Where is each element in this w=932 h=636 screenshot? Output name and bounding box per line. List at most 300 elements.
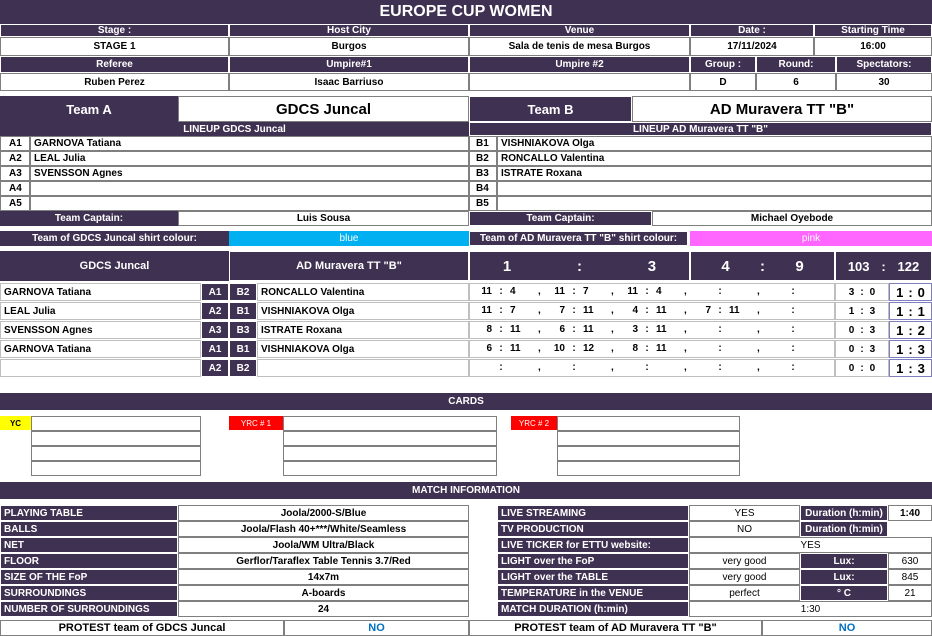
set-score-sep: : — [645, 324, 649, 335]
set-comma: , — [684, 343, 687, 354]
points-total — [835, 251, 932, 281]
match-info-value: 24 — [178, 601, 469, 617]
set-score — [543, 286, 605, 300]
match-info-value: A-boards — [178, 585, 469, 601]
card-entry-box[interactable] — [31, 431, 201, 446]
yrc1-label: YRC # 1 — [229, 416, 283, 430]
set-score-b: 11 — [510, 343, 521, 354]
result-sep: : — [908, 284, 913, 300]
set-score-b — [729, 324, 751, 338]
match-info-value: NO — [689, 521, 800, 537]
match-games — [835, 321, 889, 339]
lineup-a-code: A4 — [0, 181, 30, 196]
score-header-team-b: AD Muravera TT "B" — [229, 251, 469, 281]
set-score-sep: : — [499, 343, 503, 354]
set-comma: , — [538, 305, 541, 316]
set-score — [762, 286, 824, 300]
stage-value: STAGE 1 — [0, 37, 229, 56]
match-games-b: 3 — [869, 343, 876, 355]
set-score-sep: : — [572, 286, 576, 297]
match-info-value: Joola/Flash 40+***/White/Seamless — [178, 521, 469, 537]
games-sep: : — [860, 324, 864, 336]
set-score-sep: : — [791, 305, 795, 316]
match-result-a: 1 — [896, 303, 904, 319]
match-result-a: 1 — [896, 322, 904, 338]
card-entry-box[interactable] — [31, 416, 201, 431]
start-time-value: 16:00 — [814, 37, 932, 56]
result-sep: : — [908, 303, 913, 319]
set-comma: , — [611, 362, 614, 373]
match-code-b: B1 — [229, 340, 257, 358]
captain-a-label: Team Captain: — [0, 211, 178, 226]
set-score-b: 4 — [510, 286, 516, 297]
set-score — [689, 343, 751, 357]
set-comma: , — [611, 343, 614, 354]
umpire2-label: Umpire #2 — [469, 56, 690, 73]
set-score-b — [729, 286, 751, 300]
set-score-b — [802, 343, 824, 357]
match-info-value: Gerflor/Taraflex Table Tennis 3.7/Red — [178, 553, 469, 569]
points-sep: : — [881, 258, 886, 274]
set-score-a: 11 — [481, 286, 492, 297]
result-sep: : — [908, 322, 913, 338]
shirt-a-colour: blue — [229, 231, 469, 246]
set-score — [689, 324, 751, 338]
match-code-a: A1 — [201, 283, 229, 301]
lineup-b-player: RONCALLO Valentina — [497, 151, 932, 166]
result-sep: : — [908, 341, 913, 357]
set-score-a: 6 — [486, 343, 492, 354]
match-games-b: 3 — [869, 305, 876, 317]
match-player-a: LEAL Julia — [0, 302, 201, 320]
set-score-sep: : — [645, 305, 649, 316]
set-score-a: 3 — [632, 324, 638, 335]
venue-label: Venue — [469, 24, 690, 37]
set-score-a — [616, 362, 638, 376]
protest-a-label: PROTEST team of GDCS Juncal — [0, 620, 284, 636]
card-entry-box[interactable] — [283, 461, 497, 476]
set-score-sep: : — [645, 362, 649, 373]
games-sep: : — [860, 362, 864, 374]
match-info-label: SIZE OF THE FoP — [0, 569, 178, 585]
match-games-a: 3 — [848, 286, 855, 298]
set-score — [470, 343, 532, 357]
match-games-b: 0 — [869, 362, 876, 374]
set-score-sep: : — [718, 343, 722, 354]
set-score — [689, 305, 751, 319]
match-games-b: 0 — [869, 286, 876, 298]
card-entry-box[interactable] — [557, 446, 740, 461]
umpire2-value — [469, 73, 690, 91]
match-info-value: YES — [689, 537, 932, 553]
set-scores-row — [469, 283, 835, 301]
set-score-a: 6 — [559, 324, 565, 335]
card-entry-box[interactable] — [557, 431, 740, 446]
set-scores-row — [469, 340, 835, 358]
card-entry-box[interactable] — [557, 416, 740, 431]
match-info-extra-value: 845 — [888, 569, 932, 585]
match-info-value: Joola/WM Ultra/Black — [178, 537, 469, 553]
match-result-a: 1 — [896, 360, 904, 376]
set-score-b: 7 — [583, 286, 589, 297]
set-score-sep: : — [718, 305, 722, 316]
match-result — [889, 321, 932, 339]
match-player-b: VISHNIAKOVA Olga — [257, 340, 469, 358]
set-comma: , — [684, 305, 687, 316]
match-info-label: LIVE STREAMING — [497, 505, 689, 521]
set-score-b — [583, 362, 605, 376]
lineup-b-code: B1 — [469, 136, 497, 151]
match-info-label: NET — [0, 537, 178, 553]
match-info-label: PLAYING TABLE — [0, 505, 178, 521]
set-comma: , — [757, 324, 760, 335]
shirt-a-label: Team of GDCS Juncal shirt colour: — [0, 231, 229, 246]
match-info-label: SURROUNDINGS — [0, 585, 178, 601]
set-score — [689, 286, 751, 300]
match-result-b: 2 — [917, 322, 925, 338]
games-total-a: 4 — [721, 257, 730, 275]
set-score-b — [510, 362, 532, 376]
match-info-label: TV PRODUCTION — [497, 521, 689, 537]
set-score — [470, 324, 532, 338]
match-result-b: 3 — [917, 341, 925, 357]
set-comma: , — [538, 362, 541, 373]
yc-label: YC — [0, 416, 31, 430]
card-entry-box[interactable] — [283, 446, 497, 461]
lineup-b-player — [497, 181, 932, 196]
lineup-b-player — [497, 196, 932, 211]
set-scores-row — [469, 302, 835, 320]
match-info-label: NUMBER OF SURROUNDINGS — [0, 601, 178, 617]
match-code-b: B2 — [229, 359, 257, 377]
team-a-name: GDCS Juncal — [178, 96, 469, 122]
set-score-sep: : — [572, 305, 576, 316]
set-score-a: 8 — [632, 343, 638, 354]
lineup-b-code: B3 — [469, 166, 497, 181]
set-score-b — [802, 324, 824, 338]
set-score-sep: : — [791, 343, 795, 354]
lineup-a-player — [30, 181, 469, 196]
referee-value: Ruben Perez — [0, 73, 229, 91]
match-result-b: 3 — [917, 360, 925, 376]
match-info-value: YES — [689, 505, 800, 521]
set-score-a: 11 — [554, 286, 565, 297]
card-entry-box[interactable] — [31, 461, 201, 476]
page-title: EUROPE CUP WOMEN — [0, 0, 932, 24]
lineup-a-title: LINEUP GDCS Juncal — [0, 122, 469, 136]
captain-b-value: Michael Oyebode — [652, 211, 932, 226]
set-comma: , — [611, 324, 614, 335]
match-code-a: A3 — [201, 321, 229, 339]
set-score-sep: : — [499, 362, 503, 373]
match-info-label: MATCH DURATION (h:min) — [497, 601, 689, 617]
match-info-value: very good — [689, 569, 800, 585]
match-result — [889, 283, 932, 301]
set-score-b — [656, 362, 678, 376]
points-total-b: 122 — [897, 258, 920, 274]
lineup-b-title: LINEUP AD Muravera TT "B" — [469, 122, 932, 136]
match-result-b: 1 — [917, 303, 925, 319]
match-player-a: GARNOVA Tatiana — [0, 340, 201, 358]
set-comma: , — [684, 362, 687, 373]
set-score-a — [543, 362, 565, 376]
match-info-extra-label: Lux: — [800, 569, 888, 585]
match-player-b: RONCALLO Valentina — [257, 283, 469, 301]
set-score-sep: : — [645, 286, 649, 297]
round-value: 6 — [756, 73, 836, 91]
set-score — [762, 324, 824, 338]
set-score-sep: : — [499, 286, 503, 297]
match-info-value: 14x7m — [178, 569, 469, 585]
umpire1-value: Isaac Barriuso — [229, 73, 469, 91]
match-result-b: 0 — [917, 284, 925, 300]
set-score-sep: : — [791, 286, 795, 297]
captain-b-label: Team Captain: — [469, 211, 652, 226]
match-player-b: ISTRATE Roxana — [257, 321, 469, 339]
card-entry-box[interactable] — [557, 461, 740, 476]
games-total-b: 9 — [795, 257, 804, 275]
match-info-value: perfect — [689, 585, 800, 601]
lineup-a-player: LEAL Julia — [30, 151, 469, 166]
set-score-a: 7 — [705, 305, 711, 316]
set-score-a: 7 — [559, 305, 565, 316]
set-score-b: 11 — [656, 343, 667, 354]
lineup-a-code: A2 — [0, 151, 30, 166]
set-score-a: 8 — [486, 324, 492, 335]
set-score-sep: : — [572, 343, 576, 354]
set-score-a — [762, 362, 784, 376]
match-info-value: Joola/2000-S/Blue — [178, 505, 469, 521]
set-score — [543, 324, 605, 338]
set-score — [543, 305, 605, 319]
set-score-b — [729, 343, 751, 357]
venue-value: Sala de tenis de mesa Burgos — [469, 37, 690, 56]
match-player-b — [257, 359, 469, 377]
matches-sep: : — [576, 257, 582, 275]
lineup-b-code: B5 — [469, 196, 497, 211]
match-info-extra-value: 1:40 — [888, 505, 932, 521]
match-result-a: 1 — [896, 341, 904, 357]
set-score-b — [802, 286, 824, 300]
lineup-b-code: B4 — [469, 181, 497, 196]
match-player-a: GARNOVA Tatiana — [0, 283, 201, 301]
points-total-a: 103 — [847, 258, 870, 274]
result-sep: : — [908, 360, 913, 376]
set-score-b: 11 — [656, 324, 667, 335]
lineup-b-player: ISTRATE Roxana — [497, 166, 932, 181]
match-games-a: 0 — [848, 343, 855, 355]
round-label: Round: — [756, 56, 836, 73]
set-score-sep: : — [791, 362, 795, 373]
match-code-b: B3 — [229, 321, 257, 339]
lineup-a-player: GARNOVA Tatiana — [30, 136, 469, 151]
card-entry-box[interactable] — [31, 446, 201, 461]
set-comma: , — [757, 343, 760, 354]
match-info-label: LIGHT over the FoP — [497, 553, 689, 569]
match-info-value: very good — [689, 553, 800, 569]
set-score-b — [802, 305, 824, 319]
match-result — [889, 340, 932, 358]
set-score-a — [689, 343, 711, 357]
set-comma: , — [611, 305, 614, 316]
match-info-extra-value: 630 — [888, 553, 932, 569]
spectators-value: 30 — [836, 73, 932, 91]
games-sep: : — [860, 343, 864, 355]
set-score-a — [762, 286, 784, 300]
match-code-a: A2 — [201, 302, 229, 320]
score-header-team-a: GDCS Juncal — [0, 251, 229, 281]
protest-b-label: PROTEST team of AD Muravera TT "B" — [469, 620, 762, 636]
set-scores-row — [469, 359, 835, 377]
set-score-sep: : — [499, 305, 503, 316]
cards-title: CARDS — [0, 393, 932, 410]
set-comma: , — [611, 286, 614, 297]
set-score-a — [762, 343, 784, 357]
match-info-extra-label: Lux: — [800, 553, 888, 569]
team-b-label: Team B — [469, 96, 632, 122]
games-sep: : — [860, 305, 864, 317]
set-score-sep: : — [572, 324, 576, 335]
set-score — [689, 362, 751, 376]
set-comma: , — [757, 305, 760, 316]
set-score-sep: : — [572, 362, 576, 373]
match-code-a: A1 — [201, 340, 229, 358]
set-score — [762, 305, 824, 319]
set-score — [470, 305, 532, 319]
matches-total — [469, 251, 690, 281]
match-info-label: TEMPERATURE in the VENUE — [497, 585, 689, 601]
match-info-label: FLOOR — [0, 553, 178, 569]
set-score — [543, 362, 605, 376]
match-games — [835, 340, 889, 358]
stage-label: Stage : — [0, 24, 229, 37]
set-comma: , — [684, 286, 687, 297]
date-label: Date : — [690, 24, 814, 37]
set-score-b: 11 — [656, 305, 667, 316]
set-score-sep: : — [499, 324, 503, 335]
shirt-b-label: Team of AD Muravera TT "B" shirt colour: — [469, 231, 688, 246]
match-player-a: SVENSSON Agnes — [0, 321, 201, 339]
yrc2-label: YRC # 2 — [511, 416, 557, 430]
host-city-value: Burgos — [229, 37, 469, 56]
matches-total-b: 3 — [647, 257, 657, 275]
set-score-a: 10 — [553, 343, 565, 354]
set-score-b: 11 — [510, 324, 521, 335]
match-result-a: 1 — [896, 284, 904, 300]
set-score-b: 11 — [729, 305, 740, 316]
captain-a-value: Luis Sousa — [178, 211, 469, 226]
match-info-title: MATCH INFORMATION — [0, 482, 932, 499]
match-games-a: 0 — [848, 324, 855, 336]
matches-total-a: 1 — [502, 257, 512, 275]
set-score-sep: : — [718, 286, 722, 297]
set-score — [543, 343, 605, 357]
set-score-a: 11 — [627, 286, 638, 297]
match-code-b: B2 — [229, 283, 257, 301]
lineup-b-player: VISHNIAKOVA Olga — [497, 136, 932, 151]
referee-label: Referee — [0, 56, 229, 73]
set-score — [616, 324, 678, 338]
set-score — [616, 362, 678, 376]
match-games-b: 3 — [869, 324, 876, 336]
set-score-a — [689, 362, 711, 376]
set-score-a: 4 — [632, 305, 638, 316]
set-score-a — [762, 324, 784, 338]
match-info-extra-label: Duration (h:min) — [800, 521, 888, 537]
set-comma: , — [757, 362, 760, 373]
set-score-b: 11 — [583, 305, 594, 316]
set-comma: , — [757, 286, 760, 297]
set-score — [616, 305, 678, 319]
set-score-sep: : — [718, 362, 722, 373]
set-score — [616, 343, 678, 357]
match-player-b: VISHNIAKOVA Olga — [257, 302, 469, 320]
set-score-a — [689, 286, 711, 300]
match-games-a: 1 — [848, 305, 855, 317]
lineup-b-code: B2 — [469, 151, 497, 166]
host-city-label: Host City — [229, 24, 469, 37]
card-entry-box[interactable] — [283, 416, 497, 431]
games-sep: : — [760, 257, 765, 275]
set-comma: , — [684, 324, 687, 335]
set-comma: , — [538, 324, 541, 335]
set-score — [470, 286, 532, 300]
set-comma: , — [538, 343, 541, 354]
group-value: D — [690, 73, 756, 91]
match-info-extra-value: 21 — [888, 585, 932, 601]
set-score-a: 11 — [481, 305, 492, 316]
set-scores-row — [469, 321, 835, 339]
shirt-b-colour: pink — [690, 231, 932, 246]
lineup-a-code: A1 — [0, 136, 30, 151]
set-score-sep: : — [791, 324, 795, 335]
set-score-a — [689, 324, 711, 338]
group-label: Group : — [690, 56, 756, 73]
match-info-label: LIGHT over the TABLE — [497, 569, 689, 585]
match-games — [835, 302, 889, 320]
match-games — [835, 283, 889, 301]
set-score — [762, 343, 824, 357]
games-sep: : — [860, 286, 864, 298]
set-score-a — [762, 305, 784, 319]
spectators-label: Spectators: — [836, 56, 932, 73]
set-score-b: 4 — [656, 286, 662, 297]
set-score-b — [729, 362, 751, 376]
card-entry-box[interactable] — [283, 431, 497, 446]
set-score-sep: : — [645, 343, 649, 354]
team-b-name: AD Muravera TT "B" — [632, 96, 932, 122]
set-score-b: 11 — [583, 324, 594, 335]
protest-b-value: NO — [762, 620, 932, 636]
set-score — [762, 362, 824, 376]
set-score-a — [470, 362, 492, 376]
games-total — [690, 251, 835, 281]
match-code-b: B1 — [229, 302, 257, 320]
start-time-label: Starting Time — [814, 24, 932, 37]
match-player-a — [0, 359, 201, 377]
lineup-a-player: SVENSSON Agnes — [30, 166, 469, 181]
lineup-a-code: A3 — [0, 166, 30, 181]
match-info-label: LIVE TICKER for ETTU website: — [497, 537, 689, 553]
match-info-extra-label: Duration (h:min) — [800, 505, 888, 521]
lineup-a-player — [30, 196, 469, 211]
set-score-b — [802, 362, 824, 376]
protest-a-value: NO — [284, 620, 469, 636]
lineup-a-code: A5 — [0, 196, 30, 211]
set-score — [616, 286, 678, 300]
match-games-a: 0 — [848, 362, 855, 374]
match-info-extra-label: ° C — [800, 585, 888, 601]
